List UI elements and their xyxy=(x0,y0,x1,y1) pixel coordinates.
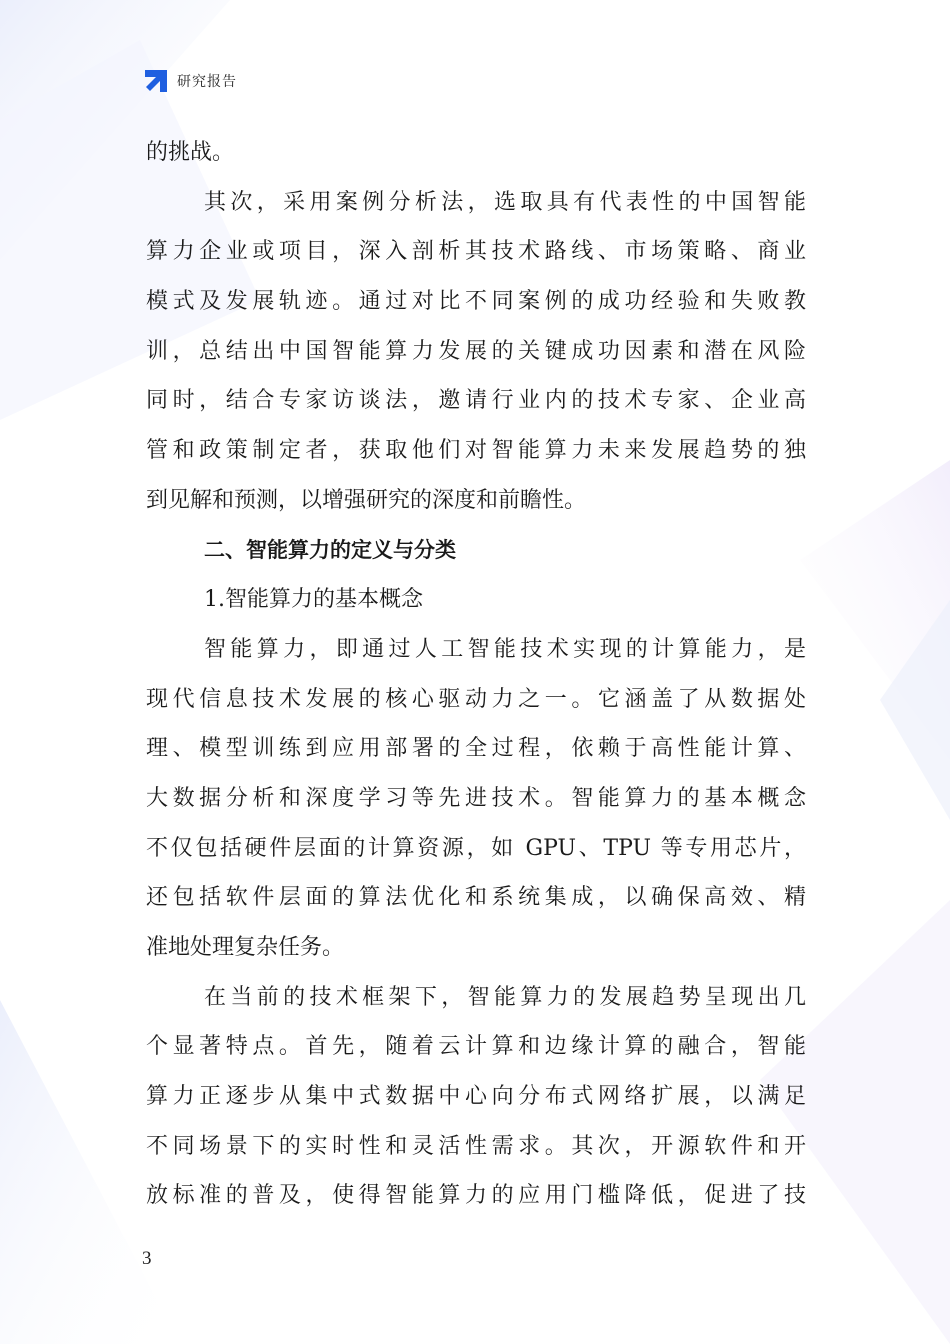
section-heading: 二、智能算力的定义与分类 xyxy=(204,537,456,562)
text-line: 同时，结合专家访谈法，邀请行业内的技术专家、企业高 xyxy=(146,388,806,414)
text-line: 算力企业或项目，深入剖析其技术路线、市场策略、商业 xyxy=(146,239,806,265)
header-title: 研究报告 xyxy=(177,74,237,90)
text-line: 不同场景下的实时性和灵活性需求。其次，开源软件和开 xyxy=(146,1133,806,1159)
page-number: 3 xyxy=(142,1248,152,1269)
text-line: 管和政策制定者，获取他们对智能算力未来发展趋势的独 xyxy=(146,438,806,464)
arrow-logo-icon xyxy=(143,68,169,94)
text-line: 到见解和预测，以增强研究的深度和前瞻性。 xyxy=(146,487,587,513)
report-header xyxy=(143,66,237,96)
text-line: 训，总结出中国智能算力发展的关键成功因素和潜在风险 xyxy=(146,338,806,364)
subsection-heading: 1.智能算力的基本概念 xyxy=(204,587,423,613)
text-line: 在当前的技术框架下，智能算力的发展趋势呈现出几 xyxy=(204,984,806,1010)
text-line: 理、模型训练到应用部署的全过程，依赖于高性能计算、 xyxy=(146,736,806,762)
text-line: 不仅包括硬件层面的计算资源，如 GPU、TPU 等专用芯片， xyxy=(146,835,806,861)
text-line: 个显著特点。首先，随着云计算和边缘计算的融合，智能 xyxy=(146,1034,806,1060)
text-line: 算力正逐步从集中式数据中心向分布式网络扩展，以满足 xyxy=(146,1084,806,1110)
text-line: 大数据分析和深度学习等先进技术。智能算力的基本概念 xyxy=(146,785,806,811)
text-line: 的挑战。 xyxy=(146,140,235,165)
document-body xyxy=(146,128,806,1221)
text-line: 放标准的普及，使得智能算力的应用门槛降低，促进了技 xyxy=(146,1183,806,1209)
text-line: 其次，采用案例分析法，选取具有代表性的中国智能 xyxy=(204,189,806,215)
text-line: 现代信息技术发展的核心驱动力之一。它涵盖了从数据处 xyxy=(146,686,806,712)
text-line: 还包括软件层面的算法优化和系统集成，以确保高效、精 xyxy=(146,885,806,911)
text-line: 准地处理复杂任务。 xyxy=(146,935,345,960)
text-line: 智能算力，即通过人工智能技术实现的计算能力，是 xyxy=(204,636,806,662)
text-line: 模式及发展轨迹。通过对比不同案例的成功经验和失败教 xyxy=(146,289,806,315)
